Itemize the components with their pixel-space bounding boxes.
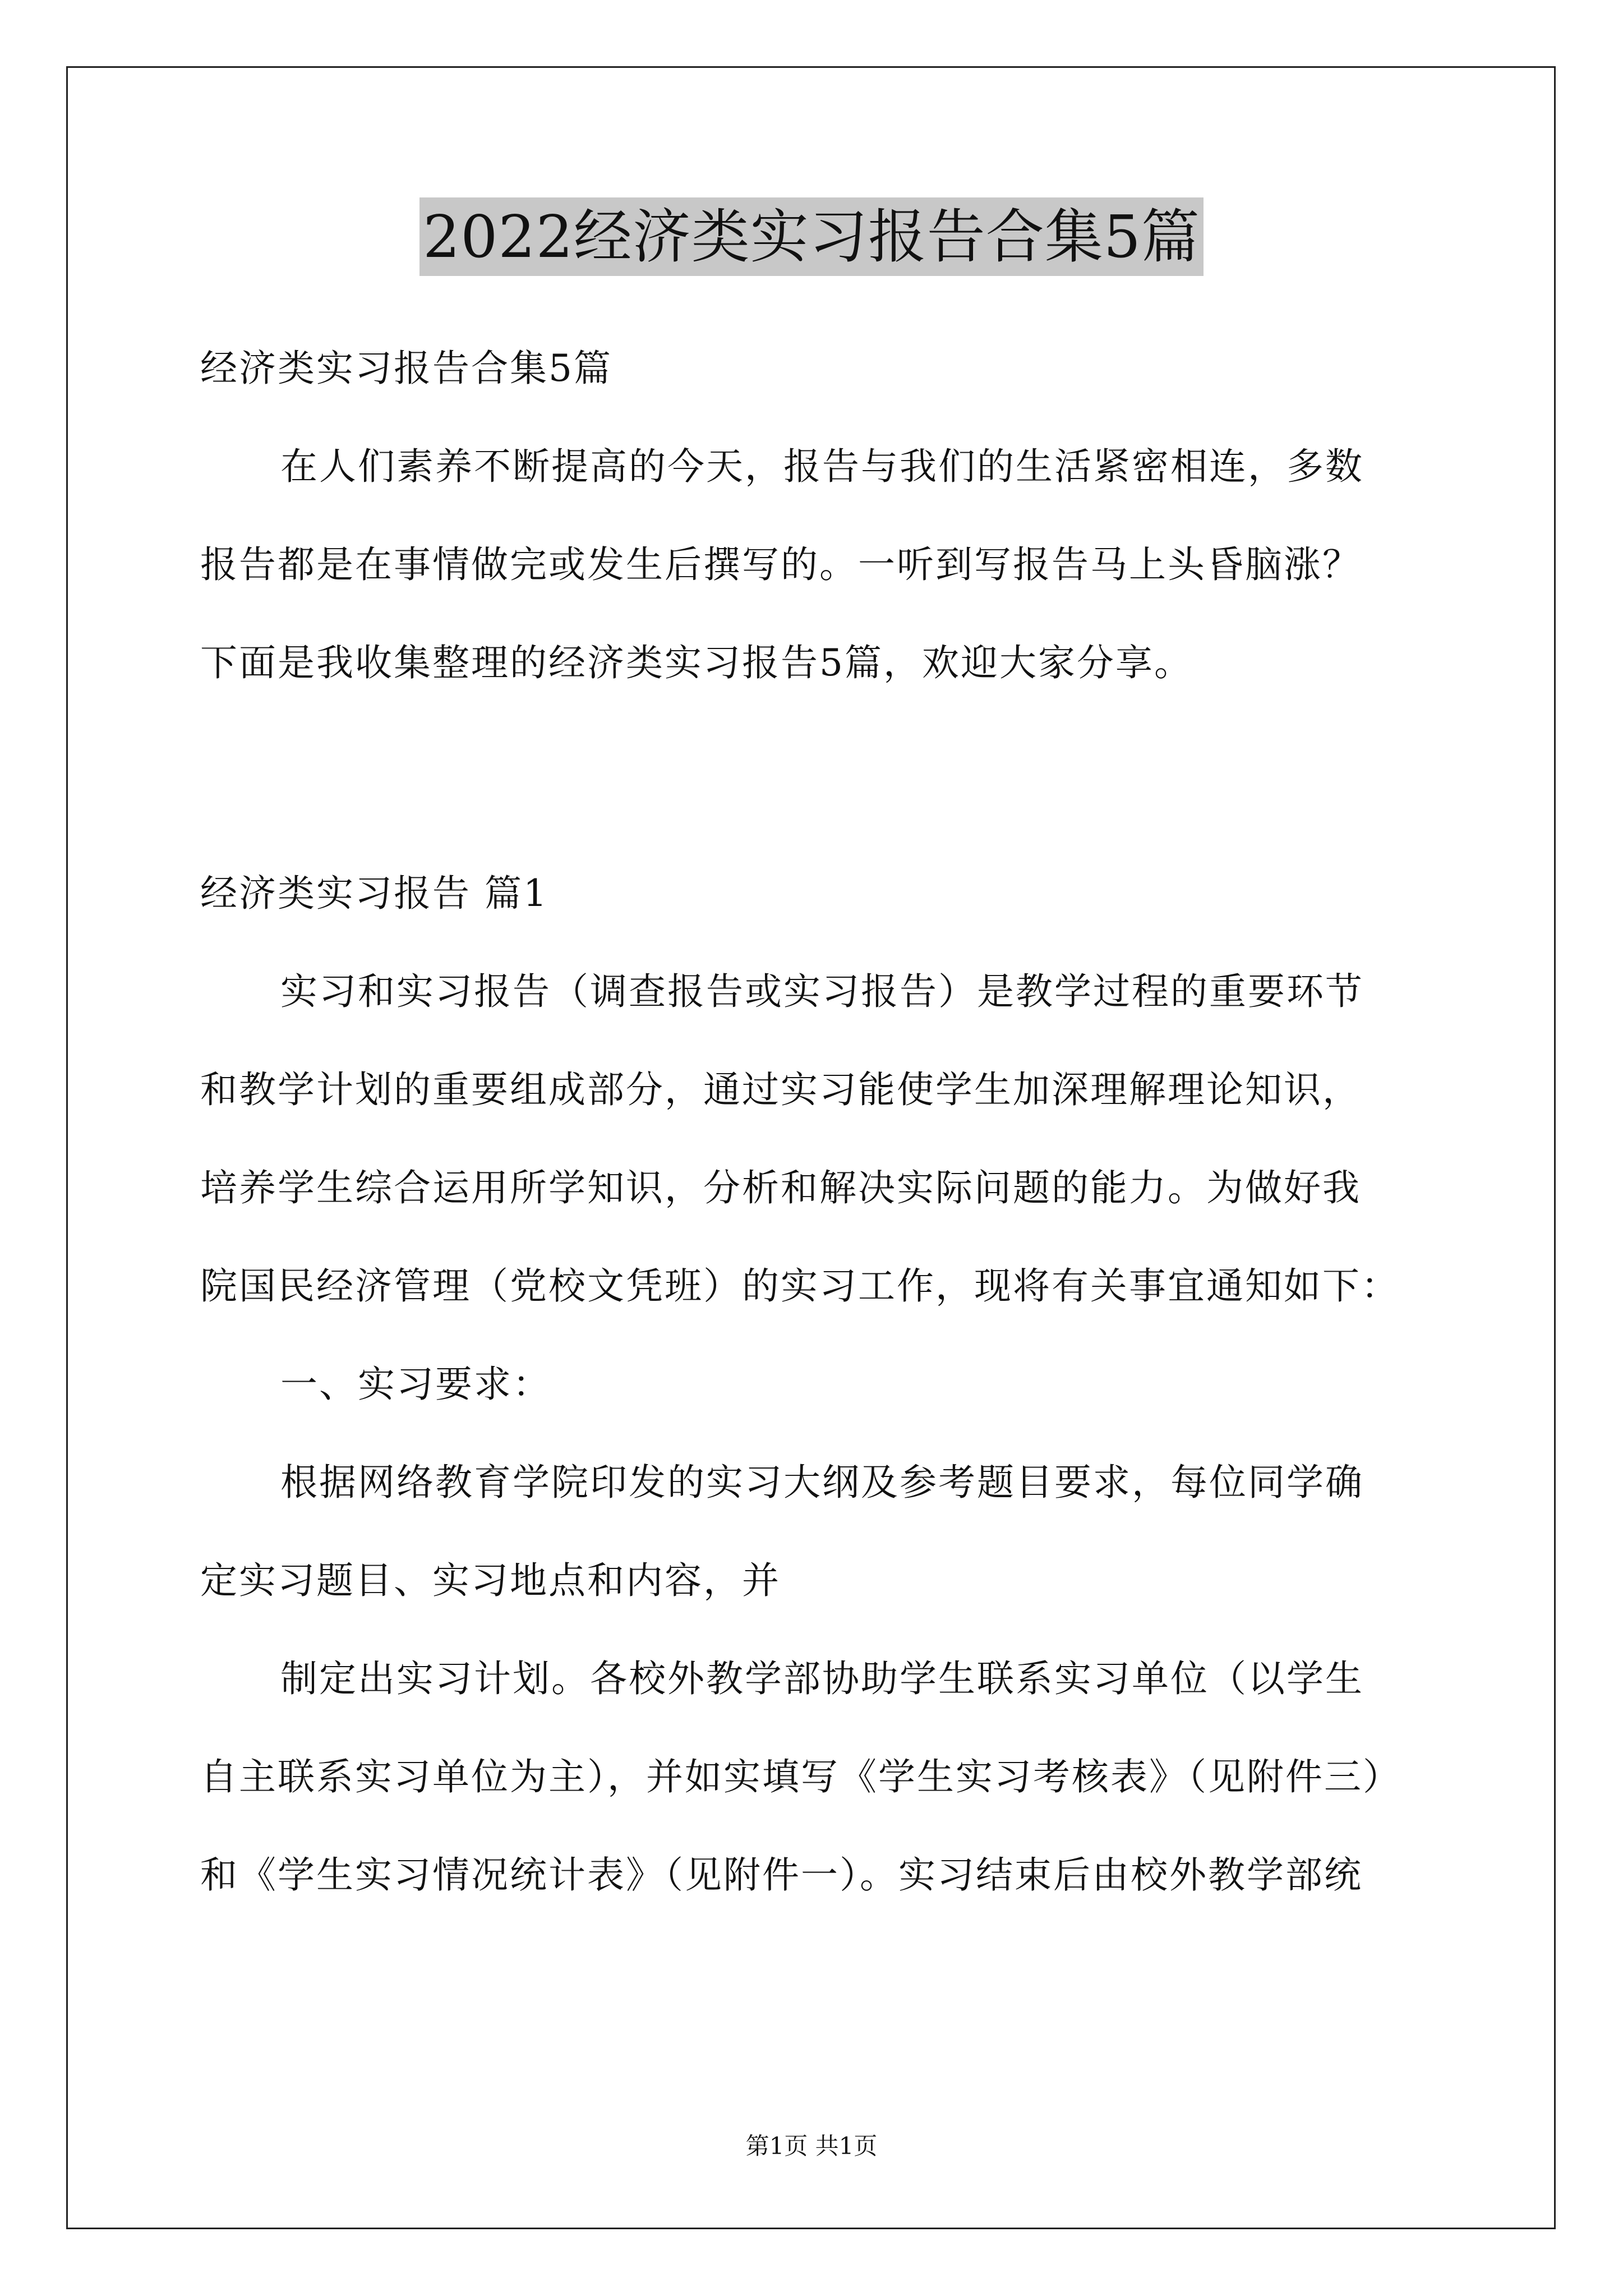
document-title: 2022经济类实习报告合集5篇 — [419, 197, 1204, 276]
intro-line-1: 在人们素养不断提高的今天，报告与我们的生活紧密相连，多数 — [280, 445, 1364, 488]
body-line-5: 一、实习要求： — [280, 1363, 551, 1406]
body-line-9: 自主联系实习单位为主），并如实填写《学生实习考核表》（见附件三） — [200, 1755, 1401, 1798]
body-line-10: 和《学生实习情况统计表》（见附件一）。实习结束后由校外教学部统 — [200, 1853, 1363, 1897]
body-line-4: 院国民经济管理（党校文凭班）的实习工作，现将有关事宜通知如下： — [200, 1264, 1400, 1308]
intro-line-3: 下面是我收集整理的经济类实习报告5篇，欢迎大家分享。 — [200, 641, 1193, 684]
body-line-8: 制定出实习计划。各校外教学部协助学生联系实习单位（以学生 — [280, 1657, 1364, 1700]
body-line-3: 培养学生综合运用所学知识，分析和解决实际问题的能力。为做好我 — [200, 1166, 1361, 1209]
body-line-2: 和教学计划的重要组成部分，通过实习能使学生加深理解理论知识， — [200, 1068, 1361, 1111]
page-footer: 第1页 共1页 — [745, 2132, 878, 2160]
body-line-6: 根据网络教育学院印发的实习大纲及参考题目要求，每位同学确 — [280, 1461, 1364, 1504]
body-line-7: 定实习题目、实习地点和内容，并 — [200, 1559, 781, 1602]
document-subtitle: 经济类实习报告合集5篇 — [200, 347, 612, 390]
document-title-wrapper — [0, 197, 1623, 276]
intro-line-2: 报告都是在事情做完或发生后撰写的。一听到写报告马上头昏脑涨？ — [200, 543, 1361, 586]
body-line-1: 实习和实习报告（调查报告或实习报告）是教学过程的重要环节 — [280, 970, 1364, 1013]
section-heading: 经济类实习报告 篇1 — [200, 872, 548, 915]
